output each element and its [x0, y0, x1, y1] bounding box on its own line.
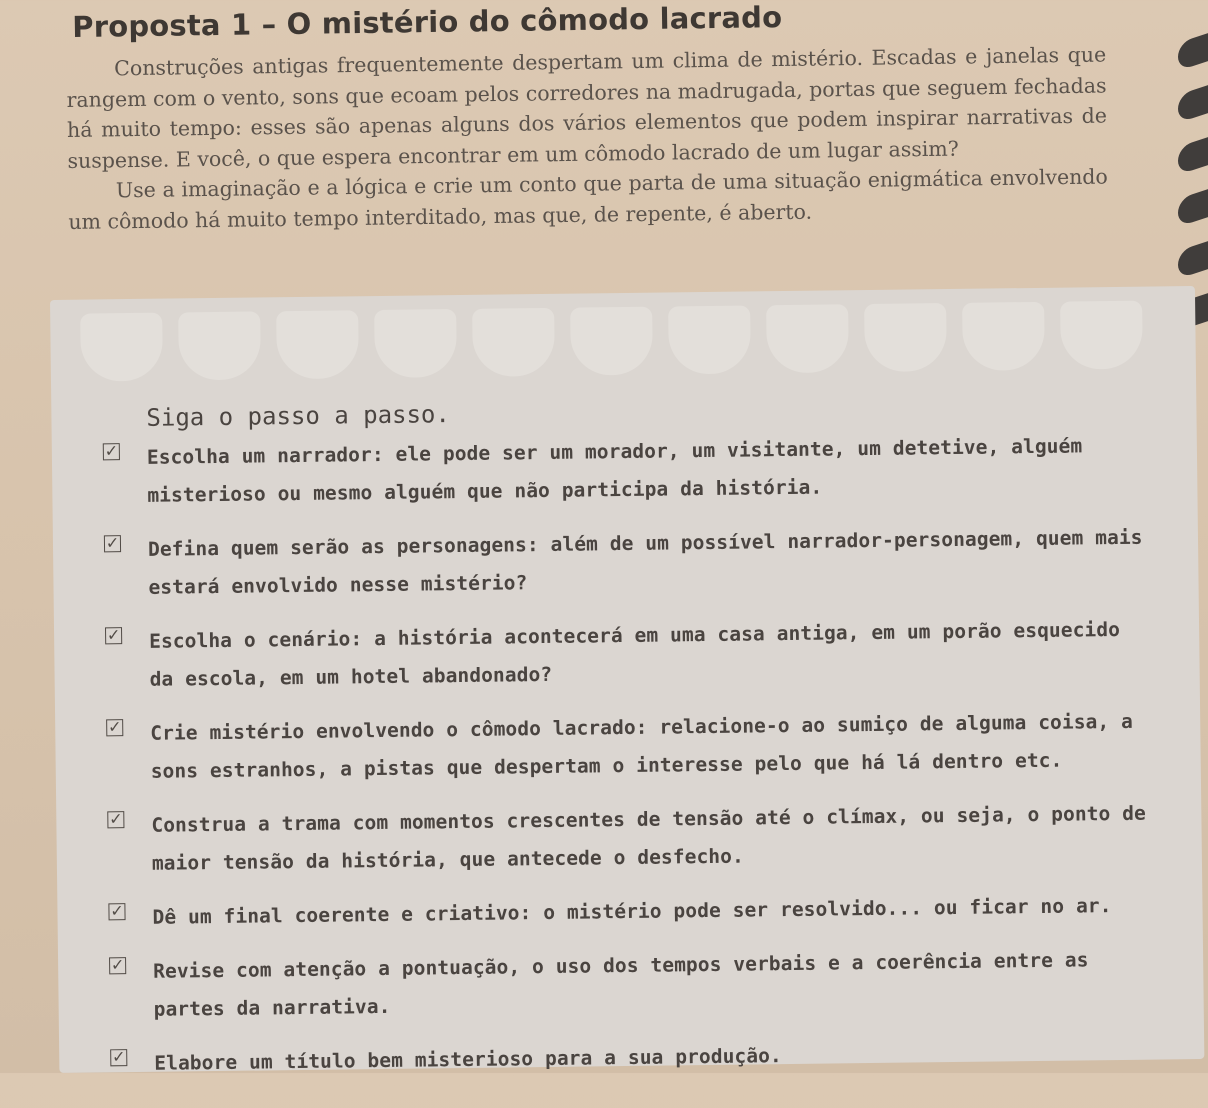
- checkbox-icon: ✓: [110, 901, 124, 921]
- step-text: Escolha um narrador: ele pode ser um morador, um visitante, um detetive, alguém misterioso ou mesmo alguém que não participa da história.: [146, 434, 1083, 507]
- step-text: Crie mistério envolvendo o cômodo lacrado: relacione-o ao sumiço de alguma coisa, a sons estranhos, a pistas que despertam o interesse pelo que há lá dentro etc.: [150, 709, 1134, 783]
- notebook-tab: [962, 302, 1045, 371]
- notebook-tab: [668, 305, 751, 374]
- notebook-tab: [374, 309, 457, 378]
- intro-paragraph-2: Use a imaginação e a lógica e crie um conto que parta de uma situação enigmática envolvendo um cômodo há muito tempo interditado, mas que, de repente, é aberto.: [68, 164, 1108, 234]
- step-text: Dê um final coerente e criativo: o mistério pode ser resolvido... ou ficar no ar.: [152, 894, 1112, 929]
- checkbox-icon: ✓: [105, 533, 120, 553]
- intro-paragraph-1: Construções antigas frequentemente despertam um clima de mistério. Escadas e janelas que rangem com o vento, sons que ecoam pelos corredores na madrugada, portas que seguem fechadas há muito tempo: esses são apenas alguns dos vários elementos que podem inspirar narrativas de suspense. E você, o que espera encontrar em um cômodo lacrado de um lugar assim?: [66, 42, 1108, 173]
- step-item: [102, 887, 1152, 938]
- step-item: [100, 703, 1151, 792]
- binding-ring: [1178, 85, 1208, 123]
- steps-panel: [50, 286, 1204, 1073]
- step-text: Construa a trama com momentos crescentes de tensão até o clímax, ou seja, o ponto de maior tensão da história, que antecede o desfecho.: [151, 801, 1147, 875]
- binding-ring: [1178, 137, 1208, 175]
- notebook-tab: [80, 313, 163, 382]
- notebook-tab: [1060, 301, 1143, 370]
- notebook-tab: [276, 310, 359, 379]
- binding-ring: [1178, 241, 1208, 279]
- step-text: Defina quem serão as personagens: além de um possível narrador-personagem, quem mais estará envolvido nesse mistério?: [147, 525, 1143, 599]
- notebook-tabs-decoration: [80, 300, 1156, 385]
- binding-ring: [1178, 33, 1208, 71]
- checkbox-icon: ✓: [106, 625, 121, 645]
- step-text: Escolha o cenário: a história acontecerá em uma casa antiga, em um porão esquecido da escola, em um hotel abandonado?: [149, 617, 1121, 691]
- notebook-tab: [766, 304, 849, 373]
- checkbox-icon: ✓: [109, 809, 123, 829]
- page-title: Proposta 1 – O mistério do cômodo lacrado: [72, 0, 783, 44]
- step-item: [98, 519, 1149, 608]
- steps-heading: Siga o passo a passo.: [146, 400, 451, 432]
- checkbox-icon: ✓: [111, 1047, 126, 1067]
- binding-ring: [1178, 189, 1208, 227]
- notebook-tab: [864, 303, 947, 372]
- checkbox-icon: ✓: [110, 955, 125, 975]
- step-item: [99, 611, 1150, 700]
- step-item: [97, 427, 1148, 516]
- notebook-tab: [472, 308, 555, 377]
- steps-list: [97, 435, 1155, 1108]
- step-text: Elabore um título bem misterioso para a sua produção.: [154, 1044, 782, 1075]
- step-item: [103, 941, 1154, 1030]
- step-text: Revise com atenção a pontuação, o uso dos tempos verbais e a coerência entre as partes da narrativa.: [153, 948, 1089, 1021]
- step-item: [104, 1033, 1154, 1084]
- checkbox-icon: ✓: [107, 717, 122, 737]
- notebook-tab: [570, 307, 653, 376]
- intro-text: [66, 39, 1108, 237]
- notebook-tab: [178, 311, 261, 380]
- checkbox-icon: ✓: [104, 441, 119, 461]
- step-item: [101, 795, 1152, 884]
